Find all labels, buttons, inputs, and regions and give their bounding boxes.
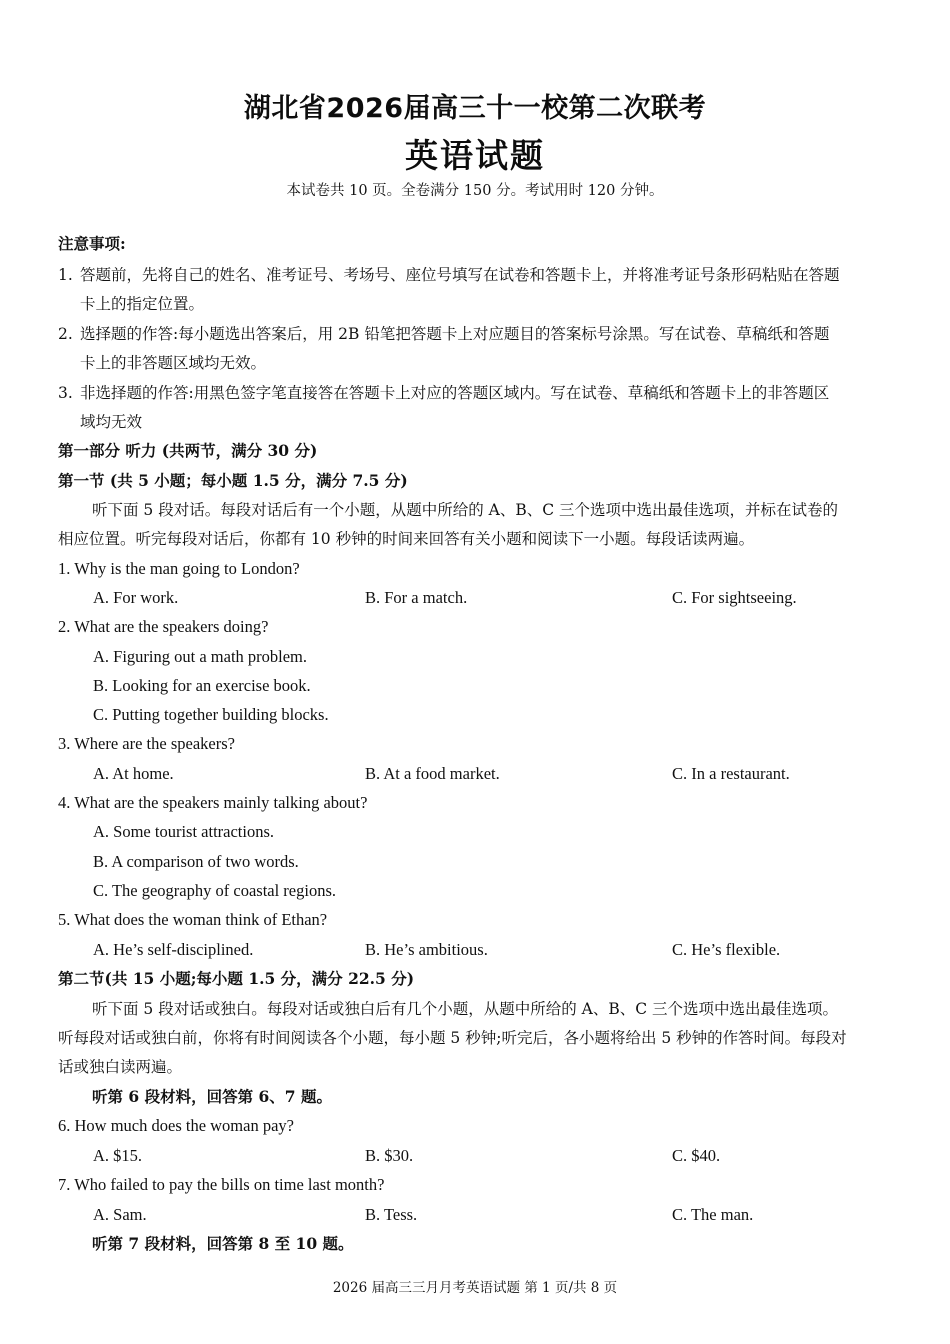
question-5-option-c: C. He’s flexible.	[672, 940, 781, 959]
section2-instructions-3: 话或独白读两遍。	[58, 1058, 183, 1076]
notice-item-1	[58, 265, 840, 285]
notice-item-2-text: 选择题的作答:每小题选出答案后，用 2B 铅笔把答题卡上对应题目的答案标号涂黑。写在试卷、草稿纸和答题	[80, 325, 830, 343]
notice-item-1-text: 答题前，先将自己的姓名、准考证号、考场号、座位号填写在试卷和答题卡上，并将准考证号条形码粘贴在答题	[80, 266, 840, 284]
notice-item-3-text: 非选择题的作答:用黑色签字笔直接答在答题卡上对应的答题区域内。写在试卷、草稿纸和答题卡上的非答题区	[80, 384, 830, 402]
question-3-stem: 3. Where are the speakers?	[58, 734, 235, 753]
material-7-heading: 听第 7 段材料，回答第 8 至 10 题。	[92, 1234, 354, 1253]
question-1-stem: 1. Why is the man going to London?	[58, 559, 300, 578]
notice-item-3-num: 3.	[58, 384, 73, 402]
question-5-option-a: A. He’s self-disciplined.	[93, 940, 254, 959]
section1-heading: 第一节 (共 5 小题；每小题 1.5 分，满分 7.5 分)	[58, 471, 408, 490]
question-2-option-c: C. Putting together building blocks.	[93, 705, 329, 724]
notice-item-2	[58, 324, 829, 344]
notice-heading: 注意事项:	[58, 234, 126, 253]
question-6-option-b: B. $30.	[365, 1146, 414, 1165]
notice-item-1-num: 1.	[58, 266, 73, 284]
question-7-stem: 7. Who failed to pay the bills on time last month?	[58, 1175, 385, 1194]
notice-item-3	[58, 383, 829, 403]
question-5-stem: 5. What does the woman think of Ethan?	[58, 910, 328, 929]
notice-item-2-cont: 卡上的非答题区域均无效。	[80, 354, 267, 372]
material-6-heading: 听第 6 段材料，回答第 6、7 题。	[92, 1087, 332, 1106]
question-3-option-c: C. In a restaurant.	[672, 764, 790, 783]
question-2-stem: 2. What are the speakers doing?	[58, 617, 269, 636]
question-2-option-a: A. Figuring out a math problem.	[93, 647, 308, 666]
question-4-stem: 4. What are the speakers mainly talking about?	[58, 793, 368, 812]
question-4-option-c: C. The geography of coastal regions.	[93, 881, 337, 900]
exam-title: 湖北省2026届高三十一校第二次联考	[243, 93, 707, 124]
question-7-option-b: B. Tess.	[365, 1205, 418, 1224]
question-6-option-a: A. $15.	[93, 1146, 143, 1165]
page-footer: 2026 届高三三月月考英语试题 第 1 页/共 8 页	[332, 1280, 618, 1296]
question-7-option-a: A. Sam.	[93, 1205, 147, 1224]
section2-heading: 第二节(共 15 小题;每小题 1.5 分，满分 22.5 分)	[58, 969, 415, 988]
question-3-option-a: A. At home.	[93, 764, 174, 783]
question-6-stem: 6. How much does the woman pay?	[58, 1116, 294, 1135]
question-1-option-c: C. For sightseeing.	[672, 588, 797, 607]
question-6-option-c: C. $40.	[672, 1146, 721, 1165]
question-4-option-a: A. Some tourist attractions.	[93, 822, 275, 841]
question-2-option-b: B. Looking for an exercise book.	[93, 676, 311, 695]
question-3-option-b: B. At a food market.	[365, 764, 500, 783]
subject-title: 英语试题	[405, 136, 545, 175]
question-1-option-a: A. For work.	[93, 588, 179, 607]
section1-instructions-1: 听下面 5 段对话。每段对话后有一个小题，从题中所给的 A、B、C 三个选项中选出最佳选项，并标在试卷的	[92, 501, 839, 519]
question-7-option-c: C. The man.	[672, 1205, 754, 1224]
question-4-option-b: B. A comparison of two words.	[93, 852, 299, 871]
question-5-option-b: B. He’s ambitious.	[365, 940, 488, 959]
notice-item-2-num: 2.	[58, 325, 73, 343]
section2-instructions-1: 听下面 5 段对话或独白。每段对话或独白后有几个小题，从题中所给的 A、B、C 三个选项中选出最佳选项。	[92, 1000, 839, 1018]
section2-instructions-2: 听每段对话或独白前，你将有时间阅读各个小题，每小题 5 秒钟;听完后，各小题将给出 5 秒钟的作答时间。每段对	[58, 1029, 847, 1047]
notice-item-3-cont: 域均无效	[80, 413, 143, 431]
question-1-option-b: B. For a match.	[365, 588, 468, 607]
part1-heading: 第一部分 听力 (共两节，满分 30 分)	[58, 441, 318, 460]
exam-info: 本试卷共 10 页。全卷满分 150 分。考试用时 120 分钟。	[286, 183, 664, 199]
notice-item-1-cont: 卡上的指定位置。	[80, 295, 205, 313]
section1-instructions-2: 相应位置。听完每段对话后，你都有 10 秒钟的时间来回答有关小题和阅读下一小题。每段话读两遍。	[58, 530, 755, 548]
